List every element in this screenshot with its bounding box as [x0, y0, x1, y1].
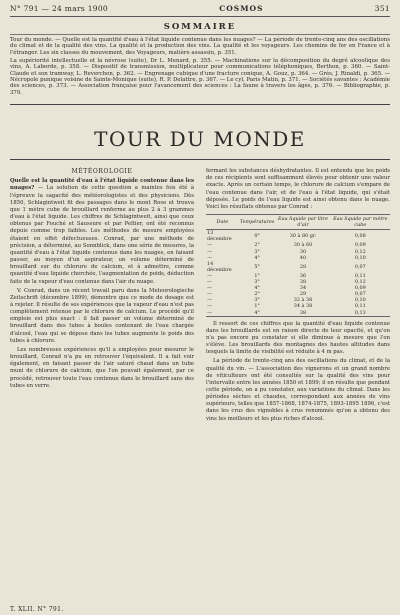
table-cell: 3°: [254, 297, 260, 304]
table-body: [206, 230, 390, 316]
table-cell: 0,12: [354, 279, 366, 286]
table-cell: 5°: [254, 263, 260, 270]
table-cell: 0,09: [354, 285, 366, 292]
table-cell: 1°: [254, 303, 260, 310]
paragraph: Il ressort de ces chiffres que la quantité d'eau liquide contenue dans les brouillards est en raison directe de leur opacité, et qu'on n'a pas encore pu constater si elle diminue à mesure que l'on s'élève. Les brouillards des montagnes des hautes altitudes dans lesquels la limite de visibilité est réduite à 4 m pas.: [206, 320, 390, 356]
table-cell: 4°: [254, 254, 260, 261]
table-cell: —: [207, 272, 212, 279]
summary-title: SOMMAIRE: [163, 22, 237, 32]
paragraph-text: — La solution de cette question a maintes fois été à l'épreuve la sagacité des météorologistes et des physiciens. Dès 1850, Schlagintweit fit des passages dans le mont Rose et trouva que 1 mètre cube de brouillard renferme au plus 2 à 3 grammes d'eau à l'état liquide. Les chiffres de Schlagintweit, ainsi que ceux obtenus par Fouché et Saussure et par Peltier, ont été reconnus depuis comme trop faibles. Les méthodes de mesure employées étaient en effet défectueuses. Conrad, par une méthode de précision, a déterminé, au Sonnblick, dans une série de mesures, la quantité d'eau à l'état liquide contenue dans les nuages, en faisant passer, au moyen d'un aspirateur, un volume déterminé de brouillard sur du chlorure de calcium, et à admettre, comme quantité d'eau liquide cherchée, l'augmentation de poids, déduction faite de la vapeur d'eau contenue dans l'air du nuage.: [10, 185, 195, 285]
table-cell: —: [206, 310, 239, 317]
paragraph: fermant les substances déshydratantes. Il est entendu que les poids de ces récipients sont suffisamment élevés pour obtenir une valeur exacte. Après un certain temps, le chlorure de calcium s'empare de l'eau contenue dans l'air, et de l'eau à l'état liquide, qui s'était déposée. Le poids de l'eau liquide est ainsi obtenu dans le nuage. Voici les résultats obtenus par Conrad :: [206, 168, 390, 210]
table-cell: 0,07: [354, 291, 366, 298]
page-header: [10, 4, 390, 13]
table-cell: 14 décembre: [207, 260, 232, 273]
heading-rule: [10, 159, 390, 160]
summary-rule: [10, 34, 390, 35]
summary-paragraph: La supériorité intellectuelle et la névrose (suite), Dr L. Menard, p. 355. — Machinations sur la décomposition du degré alcoolique des vins, A. Laborde, p. 358. — Dispositif de transmission, multiplicateur pour communications téléphoniques, Berthon, p. 360. — Saint-Claude et son tramway, L. Reverchon, p. 362. — Engrenage cubique d'une fracture conique, A. Gouz, p. 364. — Grès, J. Rinaldi, p. 365. — Nécropole punique voisine de Sainte-Monique (suite), R. P. Delattre, p. 367. — Le cyl, Paris Matin, p. 371. — Sociétés savantes : Académie des sciences, p. 373. — Association française pour l'avancement des sciences : La faune à travers les âges, p. 376. — Bibliographie, p. 379.: [10, 57, 390, 96]
summary-block: [10, 37, 390, 96]
paragraph: Les nombreuses expériences qu'il a employées pour mesurer le brouillard, Conrad n'a pu en retrouver l'équivalent. Il a fait voir également, en faisant passer de l'air saturé chaud dans un tube muni de chlorure de calcium, que l'on pouvait également, par ce procédé, retrouver toute l'eau contenue dans le brouillard sans des tubes en verre.: [10, 346, 194, 389]
table-cell: —: [207, 297, 212, 304]
table-cell: 0°: [254, 233, 260, 240]
table-cell: —: [207, 285, 212, 292]
table-cell: 34 à 38: [293, 303, 313, 310]
table-cell: 0,12: [354, 248, 366, 255]
table-header: Date: [206, 215, 239, 230]
table-cell: 30 à 60: [293, 242, 313, 249]
section-heading: TOUR DU MONDE: [94, 127, 306, 152]
table-cell: 38: [299, 279, 307, 286]
table-cell: 2°: [254, 291, 260, 298]
subheading: MÉTÉOROLOGIE: [71, 168, 133, 176]
table-cell: 38: [275, 310, 330, 317]
article-columns: [10, 168, 390, 425]
table-cell: 0,11: [354, 272, 366, 279]
issue-number: N° 791 — 24 mars 1900: [10, 4, 108, 13]
table-cell: 34: [299, 285, 307, 292]
table-cell: 0,10: [354, 254, 366, 261]
table-cell: 30 à 80 gr.: [289, 233, 317, 240]
table-cell: 29: [299, 291, 307, 298]
summary-paragraph: Tour du monde. — Quelle est la quantité d'eau à l'état liquide contenue dans les nuages? — La période de trente-cinq ans des oscillations du climat et de la qualité des vins. La qualité et la production des vins. La qualité et les voyageurs. Les chemins de fer en France et à l'étranger. Les six classes du mouvement, des Voyageurs, matière assassin, p. 351.: [10, 37, 390, 56]
table-cell: 0,11: [354, 303, 366, 310]
section-heading-box: [10, 104, 390, 151]
table-cell: 2°: [254, 242, 260, 249]
table-cell: 3°: [254, 248, 260, 255]
table-cell: 3°: [254, 279, 260, 286]
paragraph: V. Conrad, dans un récent travail paru dans la Meteorologische Zeitschrift (décembre 1899), démontre que ce mode de dosage est à rejeter. Il résulte de ses expériences que la vapeur d'eau n'est pas complètement retenue par le chlorure de calcium. Le procédé qu'il emploie est plus exact : il fait passer un volume déterminé de brouillard dans des tubes à boules contenant de l'eau chargée d'alcool, l'eau qui se dépose dans les tubes augmente le poids des tubes à chlorure.: [10, 287, 194, 344]
table-cell: 0,09: [354, 242, 366, 249]
page-number: 351: [374, 4, 390, 13]
table-cell: —: [207, 254, 212, 261]
table-cell: 13 décembre: [207, 230, 232, 243]
opening-paragraph: [10, 178, 194, 285]
right-column: [206, 168, 390, 425]
table-cell: 0,08: [354, 233, 366, 240]
table-cell: 4°: [254, 285, 260, 292]
table-header: Eau liquide par mètre cube: [331, 215, 390, 230]
table-cell: 0,10: [354, 297, 366, 304]
table-cell: 28: [299, 263, 307, 270]
table-header: Eau liquide par litre d'air: [275, 215, 330, 230]
table-cell: 1°: [254, 272, 260, 279]
table-cell: 0,13: [331, 310, 390, 317]
table-cell: —: [207, 303, 212, 310]
table-row: [206, 230, 390, 243]
paragraph: La période de trente-cinq ans des oscillations du climat, et de la qualité du vin. — L'association des vignerons et un grand nombre de viticulteurs ont été consultés sur la qualité des vins pour l'intervalle entre les années 1850 et 1899; il en résulte que pendant cette période, on a pu constater, aux variations du climat. Dans les périodes sèches et chaudes, correspondant aux années de vins supérieurs, telles que 1857-1868, 1874-1875, 1893-1895 1896, c'est dans les crus des vignobles à crus renommés qu'on a obtenu des vins les meilleurs et les plus riches d'alcool.: [206, 358, 390, 422]
table-cell: —: [207, 291, 212, 298]
table-cell: 0,07: [354, 263, 366, 270]
journal-title: COSMOS: [219, 4, 264, 13]
header-rule: [10, 16, 390, 17]
results-table: [206, 214, 390, 317]
left-column: [10, 168, 194, 425]
table-cell: 40: [299, 254, 307, 261]
table-cell: 30: [299, 248, 307, 255]
table-cell: 32 à 38: [293, 297, 313, 304]
page-footer: T. XLII. N° 791.: [10, 606, 64, 613]
table-cell: —: [207, 279, 212, 286]
table-cell: 4°: [239, 310, 276, 317]
table-row: [206, 310, 390, 317]
table-cell: —: [207, 242, 212, 249]
table-cell: 36: [299, 272, 307, 279]
table-row: [206, 261, 390, 273]
table-header: Températures: [239, 215, 276, 230]
table-cell: —: [207, 248, 212, 255]
question-lead: Quelle est la quantité d'eau à l'état liquide contenue dans les nuages?: [10, 178, 194, 192]
